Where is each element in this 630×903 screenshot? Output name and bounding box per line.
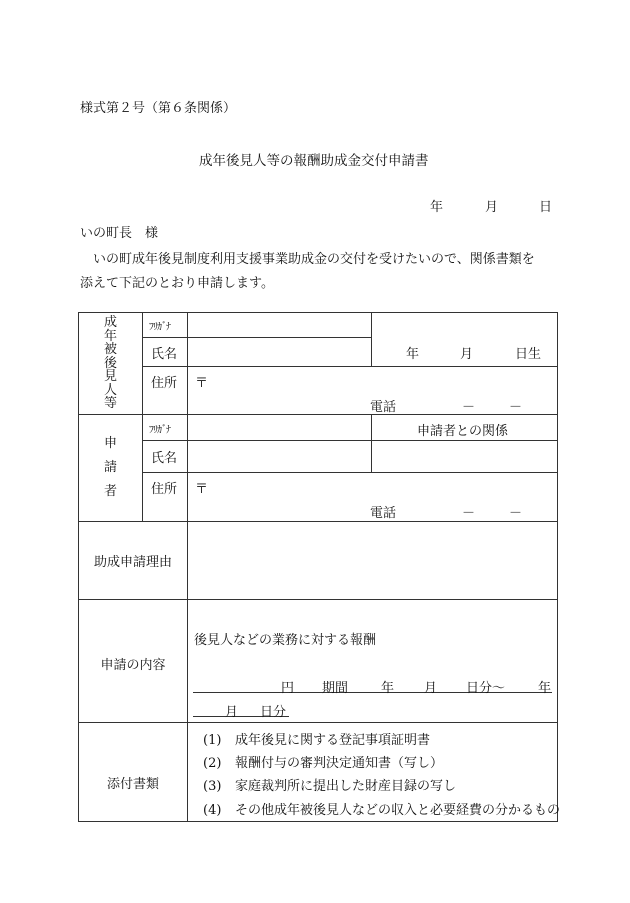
attachments-label: 添付書類 [106, 777, 159, 792]
applicant-address-field[interactable] [210, 473, 557, 499]
applicant-address-label: 住所 [151, 482, 178, 497]
ward-phone-label: 電話 [370, 400, 397, 415]
reason-field[interactable] [188, 522, 557, 599]
applicant-furigana-field[interactable] [188, 415, 371, 440]
applicant-furigana-label: ﾌﾘｶﾞﾅ [149, 425, 170, 436]
ward-birth-month-label: 月 [460, 347, 474, 362]
ward-postal-mark: 〒 [195, 376, 209, 391]
attachment-item: (2) 報酬付与の審判決定通知書（写し） [203, 756, 444, 771]
ward-address-label: 住所 [151, 376, 178, 391]
applicant-phone-dash-2: － [509, 506, 523, 521]
period-end-day: 日分 [260, 705, 287, 720]
document-title: 成年後見人等の報酬助成金交付申請書 [199, 153, 429, 169]
ward-phone-dash-2: － [509, 400, 523, 415]
reason-label: 助成申請理由 [93, 555, 172, 570]
applicant-section-label: 申 請 者 [103, 436, 117, 499]
period-label: 期間 [322, 681, 349, 696]
ward-name-label: 氏名 [151, 347, 178, 362]
attachment-item: (4) その他成年被後見人などの収入と必要経費の分かるもの [203, 803, 561, 818]
ward-section-label: 成 年 被 後 見 人 等 [103, 315, 117, 411]
ward-birth-year-label: 年 [406, 347, 420, 362]
content-label: 申請の内容 [100, 658, 166, 673]
period-end-month: 月 [225, 705, 239, 720]
relationship-label: 申請者との関係 [417, 424, 509, 439]
applicant-postal-mark: 〒 [195, 482, 209, 497]
date-day-label: 日 [539, 200, 553, 215]
ward-address-field[interactable] [210, 367, 557, 393]
applicant-phone-label: 電話 [370, 506, 397, 521]
date-year-label: 年 [430, 200, 444, 215]
period-start-day: 日分～ [466, 681, 506, 696]
content-description: 後見人などの業務に対する報酬 [194, 633, 377, 648]
period-start-month: 月 [424, 681, 438, 696]
ward-furigana-label: ﾌﾘｶﾞﾅ [149, 322, 170, 333]
period-start-year: 年 [381, 681, 395, 696]
form-number: 様式第２号（第６条関係） [80, 101, 237, 116]
applicant-name-label: 氏名 [151, 451, 178, 466]
period-end-year: 年 [538, 681, 552, 696]
body-text-line1: いの町成年後見制度利用支援事業助成金の交付を受けたいので、関係書類を [93, 252, 535, 267]
applicant-name-field[interactable] [188, 441, 371, 472]
yen-label: 円 [281, 681, 295, 696]
ward-name-field[interactable] [188, 338, 371, 366]
ward-phone-dash-1: － [462, 400, 476, 415]
ward-birth-day-label: 日生 [515, 347, 542, 362]
body-text-line2: 添えて下記のとおり申請します。 [80, 276, 274, 291]
attachment-item: (3) 家庭裁判所に提出した財産目録の写し [203, 779, 457, 794]
date-month-label: 月 [485, 200, 499, 215]
attachment-item: (1) 成年後見に関する登記事項証明書 [203, 733, 431, 748]
applicant-phone-dash-1: － [462, 506, 476, 521]
relationship-field[interactable] [372, 441, 557, 472]
ward-furigana-field[interactable] [188, 313, 371, 337]
addressee: いの町長 様 [80, 226, 159, 241]
